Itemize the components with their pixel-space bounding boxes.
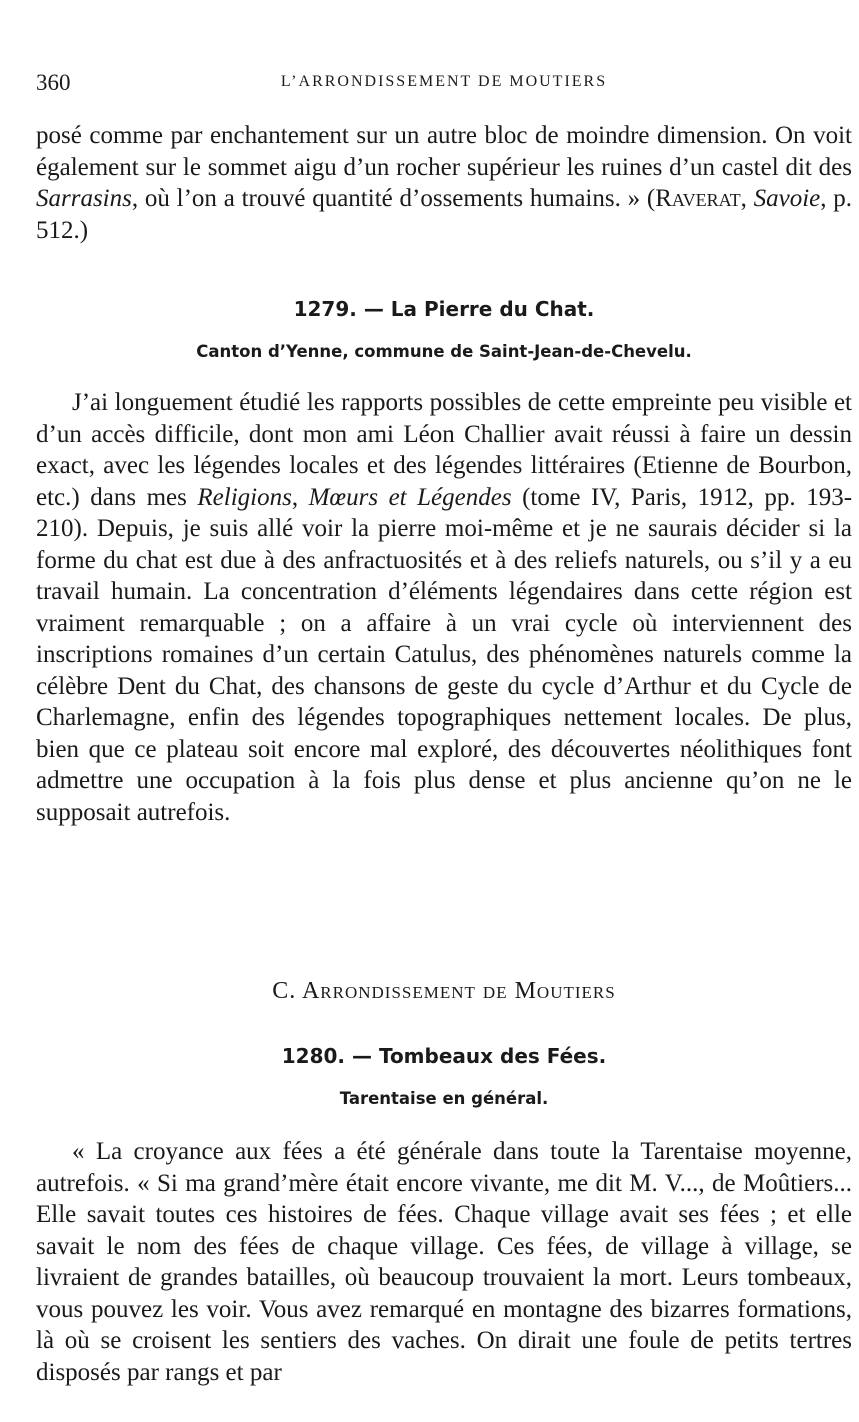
italic-work: Mœurs et Légendes	[308, 483, 512, 511]
paragraph-continuation: posé comme par enchantement sur un autre bloc de moindre dimension. On voit également sur le sommet aigu d’un rocher supérieur les ruines d’un castel dit des Sarrasins, où l’on a trouvé quantité d’ossements humains. » (Raverat, Savoie, p. 512.)	[36, 122, 853, 244]
italic-work: Religions	[197, 483, 292, 511]
italic-work: Savoie	[753, 185, 821, 212]
italic-term: Sarrasins	[36, 185, 132, 212]
paragraph-body: « La croyance aux fées a été générale dans toute la Tarentaise moyenne, autrefois. « Si ma grand’mère était encore vivante, me dit M. V..., de Moûtiers... Elle savait toutes ces histoires de fées. Chaque village avait ses fées ; et elle savait le nom des fées de chaque village. Ces fées, de village à village, se livraient de grandes batailles, où beaucoup trouvaient la mort. Leurs tombeaux, vous pouvez les voir. Vous avez remarqué en montagne des bizarres formations, là où se croisent les sentiers des vaches. On dirait une foule de petits tertres disposés par rangs et par	[36, 1138, 852, 1386]
page-number: 360	[36, 70, 71, 95]
entry-subtitle: Tarentaise en général.	[339, 1089, 549, 1108]
entry-title: 1280. — Tombeaux des Fées.	[281, 1044, 607, 1068]
running-title: L’ARRONDISSEMENT DE MOUTIERS	[280, 73, 608, 90]
paragraph-body: J’ai longuement étudié les rapports possibles de cette empreinte peu visible et d’un accès difficile, dont mon ami Léon Challier avait réussi à faire un dessin exact, avec les légendes locales et des légendes littéraires (Etienne de Bourbon, etc.) dans mes Religions, Mœurs et Légendes (tome IV, Paris, 1912, pp. 193-210). Depuis, je suis allé voir la pierre moi-même et je ne saurais décider si la forme du chat est due à des anfractuosités et à des reliefs naturels, ou s’il y a eu travail humain. La concentration d’éléments légendaires dans cette région est vraiment remarquable ; on a affaire à un vrai cycle où interviennent des inscriptions romaines d’un certain Catulus, des phénomènes naturels comme la célèbre Dent du Chat, des chansons de geste du cycle d’Arthur et du Cycle de Charlemagne, enfin des légendes topographiques nettement locales. De plus, bien que ce plateau soit encore mal exploré, des découvertes néolithiques font admettre une occupation à la fois plus dense et plus ancienne qu’on ne le supposait autrefois.	[36, 389, 853, 826]
entry-title: 1279. — La Pierre du Chat.	[293, 297, 595, 321]
section-heading: C. Arrondissement de Moutiers	[272, 978, 616, 1004]
author-name: Raverat	[655, 185, 741, 212]
page-header	[36, 70, 852, 100]
entry-subtitle: Canton d’Yenne, commune de Saint-Jean-de-Chevelu.	[196, 342, 692, 361]
